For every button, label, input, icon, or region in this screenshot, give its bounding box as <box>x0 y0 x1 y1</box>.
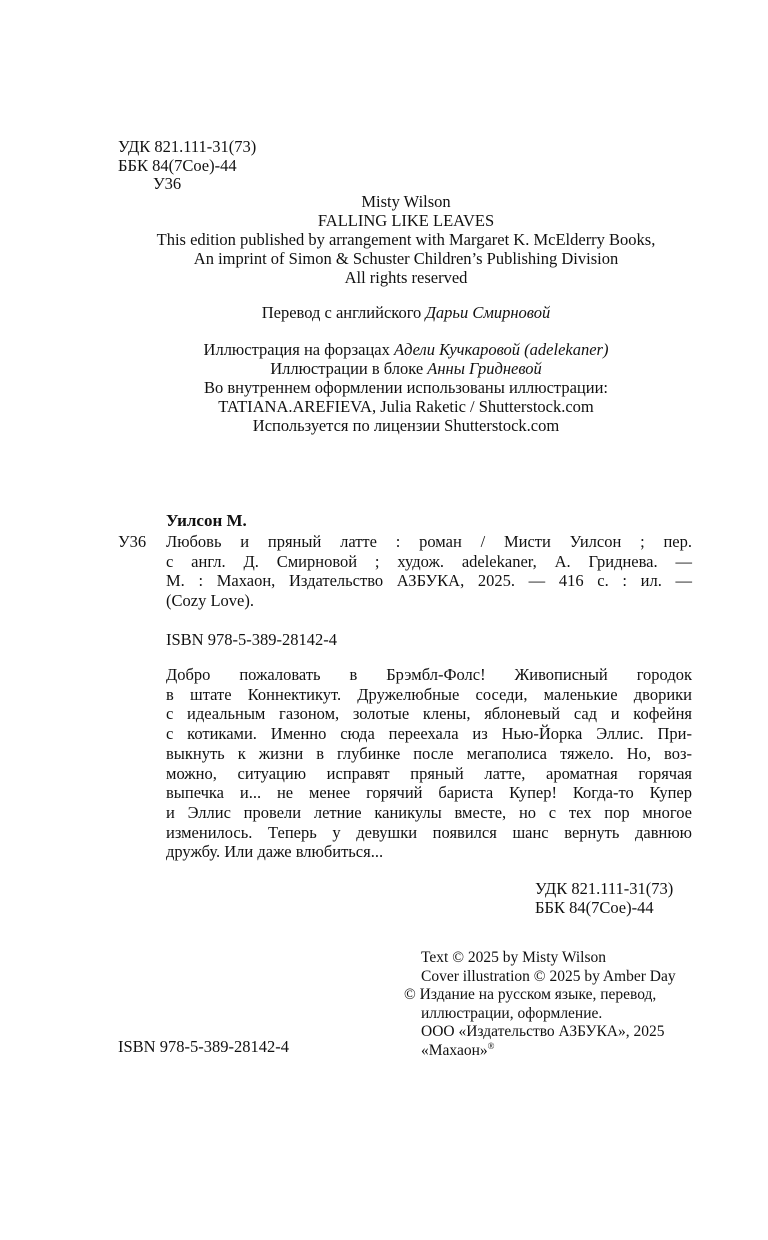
annotation-line: и Эллис провели летние каникулы вместе, но с тех пор многое <box>166 802 692 822</box>
stock-sources: TATIANA.AREFIEVA, Julia Raketic / Shutterstock.com <box>218 397 594 416</box>
translator-name: Дарьи Смирновой <box>425 303 551 322</box>
catalog-author-sign: У36 <box>118 532 147 551</box>
annotation-line: можно, ситуацию исправят пряный латте, ароматная горячая <box>166 763 692 783</box>
description-line: с англ. Д. Смирновой ; худож. adelekaner, А. Гриднева. — <box>166 551 692 571</box>
catalog-bbk: ББК 84(7Сое)-44 <box>535 898 654 917</box>
annotation-line: с котиками. Именно сюда переехала из Нью-Йорка Эллис. При- <box>166 724 692 744</box>
copyright-text-line: Text © 2025 by Misty Wilson <box>421 949 607 966</box>
annotation-line: в штате Коннектикут. Дружелюбные соседи, маленькие дворики <box>166 684 692 704</box>
annotation <box>166 665 692 862</box>
arrangement-line-2: An imprint of Simon & Schuster Children’s Publishing Division <box>193 249 619 268</box>
license-line: Используется по лицензии Shutterstock.com <box>252 416 560 435</box>
original-author: Misty Wilson <box>361 192 451 211</box>
block-prefix: Иллюстрации в блоке <box>270 359 428 378</box>
registered-mark: ® <box>487 1040 495 1051</box>
udk-code-top: УДК 821.111-31(73) <box>118 137 257 156</box>
translation-prefix: Перевод с английского <box>261 303 426 322</box>
copyright-publisher-line: ООО «Издательство АЗБУКА», 2025 <box>421 1023 665 1040</box>
imprint-name: «Махаон» <box>421 1041 488 1059</box>
description-line: Любовь и пряный латте : роман / Мисти Уилсон ; пер. <box>166 532 692 551</box>
translation-credit <box>0 303 768 322</box>
original-edition-block <box>0 192 768 287</box>
annotation-line: Добро пожаловать в Брэмбл-Фолс! Живописный городок <box>166 665 692 684</box>
annotation-line: выпечка и... не менее горячий бариста Купер! Когда-то Купер <box>166 783 692 803</box>
description-line: М. : Махаон, Издательство АЗБУКА, 2025. — 416 с. : ил. — <box>166 571 692 591</box>
catalog-udk: УДК 821.111-31(73) <box>535 879 674 898</box>
illustration-credits <box>0 340 768 435</box>
footer-isbn: ISBN 978-5-389-28142-4 <box>118 1037 289 1056</box>
catalog-description <box>166 532 692 611</box>
annotation-line: изменилось. Теперь у девушки появился шанс вернуть давнюю <box>166 822 692 842</box>
original-title: FALLING LIKE LEAVES <box>317 211 495 230</box>
copyright-edition-line-1: © Издание на русском языке, перевод, <box>404 986 657 1003</box>
interior-illustrations-line: Во внутреннем оформлении использованы иллюстрации: <box>204 378 608 397</box>
endpaper-artist: Адели Кучкаровой (adelekaner) <box>393 340 609 359</box>
annotation-line: дружбу. Или даже влюбиться... <box>166 842 384 862</box>
catalog-isbn: ISBN 978-5-389-28142-4 <box>166 630 337 649</box>
catalog-heading: Уилсон М. <box>166 511 247 530</box>
annotation-line: с идеальным газоном, золотые клены, яблоневый сад и кофейня <box>166 704 692 724</box>
copyright-edition-line-2: иллюстрации, оформление. <box>421 1004 603 1022</box>
rights-line: All rights reserved <box>344 268 468 287</box>
endpaper-prefix: Иллюстрация на форзацах <box>203 340 394 359</box>
copyright-cover-line: Cover illustration © 2025 by Amber Day <box>421 967 676 985</box>
bbk-code-top: ББК 84(7Сое)-44 <box>118 156 237 175</box>
block-artist: Анны Гридневой <box>427 359 542 378</box>
copyright-block <box>404 949 676 1060</box>
copyright-imprint-line <box>421 1042 676 1061</box>
author-sign-top: У36 <box>153 174 182 193</box>
annotation-line: выкнуть к жизни в глубинке после мегаполиса тяжело. Но, воз- <box>166 743 692 763</box>
description-line: (Cozy Love). <box>166 591 254 611</box>
arrangement-line-1: This edition published by arrangement with Margaret K. McElderry Books, <box>156 230 656 249</box>
